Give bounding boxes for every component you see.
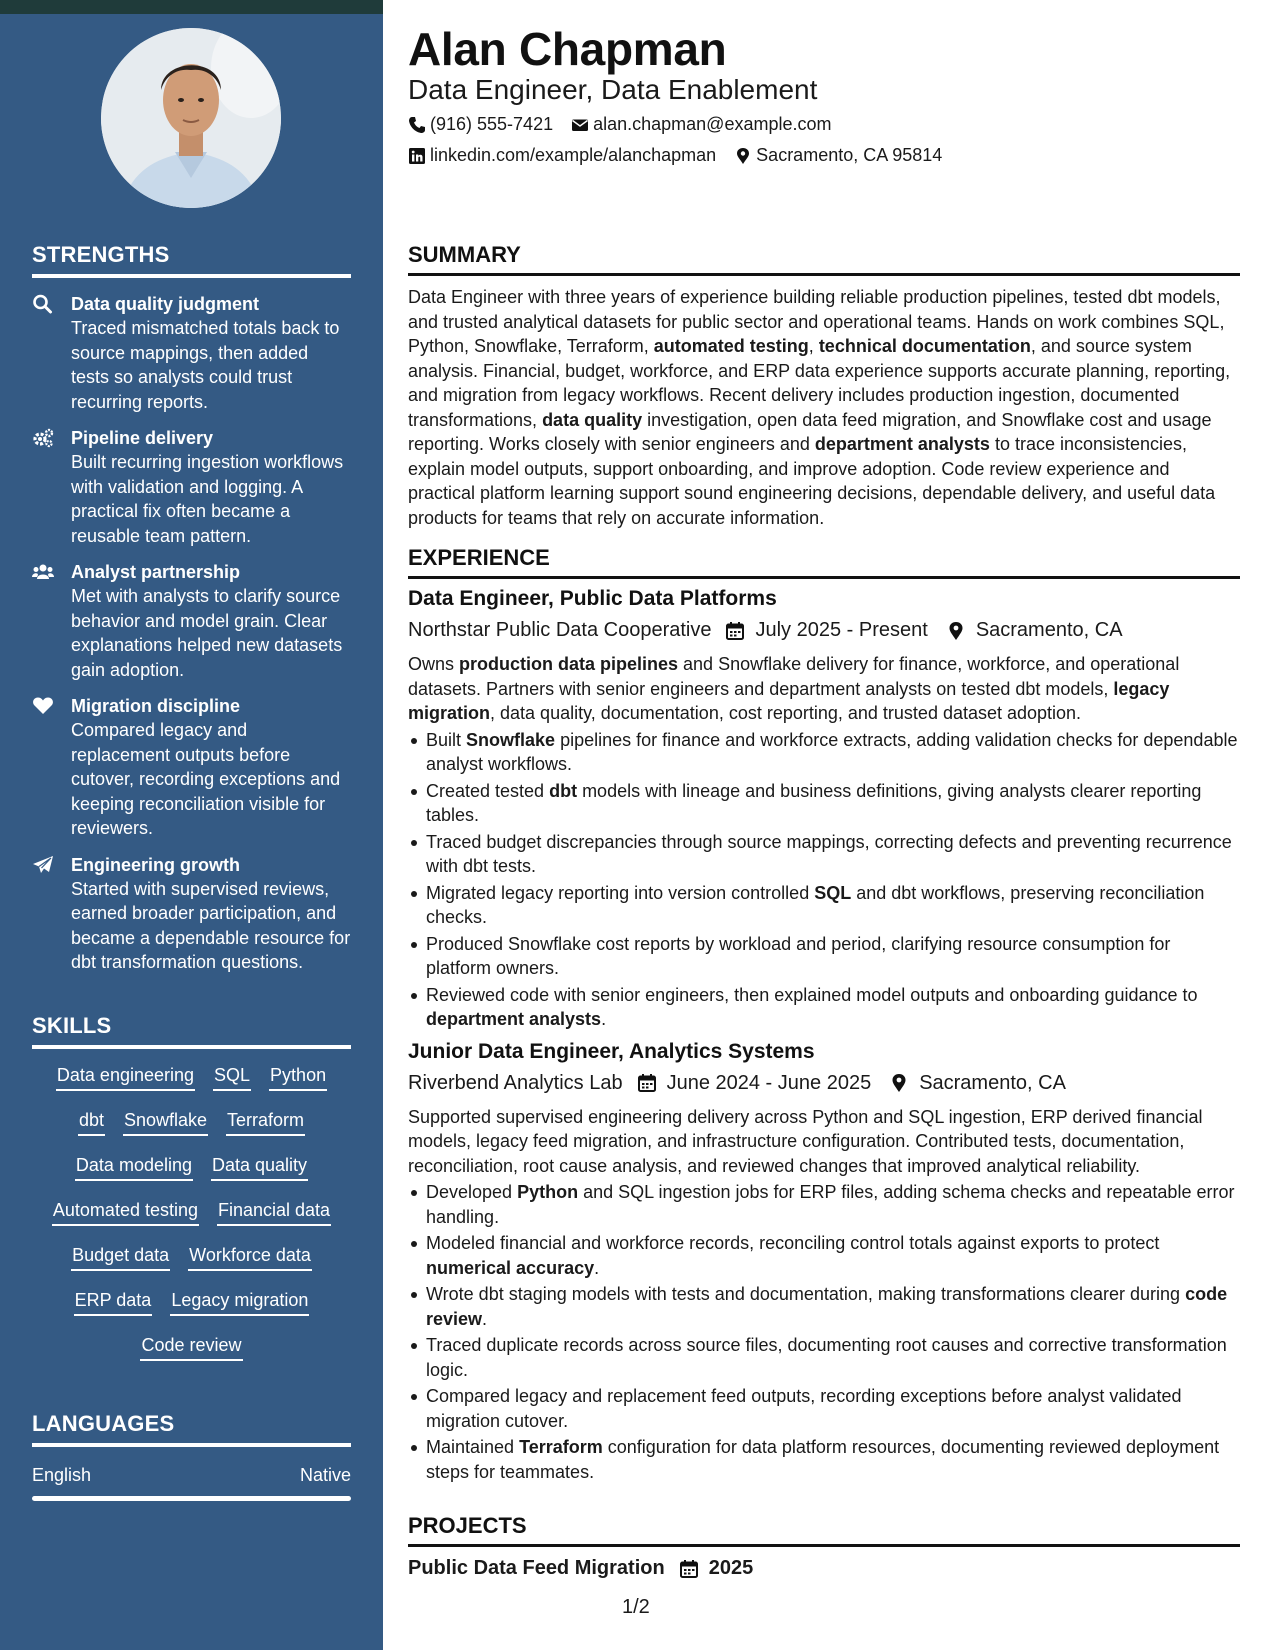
text-run: investigation, open data feed migration, and Snowflake cost and usage reporting. Works closely with senior engineers and <box>408 409 1212 454</box>
experience-heading: EXPERIENCE <box>408 545 1240 579</box>
text-run: Compared legacy and replacement feed outputs, recording exceptions before analyst validated migration cutover. <box>426 1386 1182 1431</box>
company-name: Northstar Public Data Cooperative <box>408 619 712 641</box>
strengths-section <box>32 242 351 975</box>
bullet-item <box>408 830 1240 879</box>
emphasis-text: department analysts <box>814 434 990 454</box>
candidate-name: Alan Chapman <box>408 23 727 75</box>
emphasis-text: legacy migration <box>408 678 1170 723</box>
search-icon <box>32 294 54 314</box>
sidebar <box>0 0 383 1650</box>
map-pin-icon <box>889 1073 909 1093</box>
job-dates <box>725 619 927 642</box>
phone-icon <box>408 116 426 134</box>
calendar-icon <box>637 1073 657 1093</box>
strength-title: Pipeline delivery <box>71 428 214 448</box>
text-run: and Snowflake delivery for finance, workforce, and operational datasets. Partners with senior engineers and department analysts on tested dbt models, <box>408 654 1180 699</box>
job-intro <box>408 1105 1240 1179</box>
language-proficiency-bar <box>32 1496 351 1501</box>
calendar-icon <box>725 621 745 641</box>
skill-tag: Automated testing <box>52 1198 199 1226</box>
project-item <box>408 1557 1240 1580</box>
sidebar-top-bar <box>0 0 383 14</box>
text-run: , data quality, documentation, cost reporting, and trusted dataset adoption. <box>490 703 1082 723</box>
skills-list <box>32 1063 351 1378</box>
job-location <box>889 1072 1066 1095</box>
job-dates <box>637 1072 872 1095</box>
job-meta <box>408 619 1240 642</box>
text-run: pipelines for finance and workforce extracts, adding validation checks for dependable analyst workflows. <box>426 729 1238 774</box>
text-run: Owns <box>408 654 460 674</box>
skill-tag: Code review <box>140 1333 242 1361</box>
map-pin-icon <box>946 621 966 641</box>
text-run: Built <box>426 729 467 750</box>
strength-item <box>32 560 351 682</box>
emphasis-text: technical documentation <box>818 336 1031 356</box>
page-number: 1/2 <box>622 1596 650 1618</box>
contact-row-2 <box>408 145 960 166</box>
job-location-text: Sacramento, CA <box>919 1071 1066 1094</box>
profile-photo <box>101 28 281 208</box>
job-meta <box>408 1072 1240 1095</box>
projects-section <box>408 1513 1240 1580</box>
skill-row <box>32 1288 351 1333</box>
project-year <box>679 1557 754 1580</box>
text-run: , <box>808 336 819 356</box>
heart-icon <box>32 696 54 716</box>
map-pin-icon <box>734 147 752 165</box>
skills-heading: SKILLS <box>32 1013 351 1049</box>
text-run: . <box>482 1308 488 1329</box>
job-dates-text: June 2024 - June 2025 <box>666 1071 872 1094</box>
summary-heading: SUMMARY <box>408 242 1240 276</box>
strength-text: Started with supervised reviews, earned broader participation, and became a dependable resource for dbt transformation questions. <box>71 878 351 972</box>
emphasis-text: production data pipelines <box>459 654 679 674</box>
text-run: . <box>594 1257 600 1278</box>
job-title: Data Engineer, Public Data Platforms <box>408 587 777 610</box>
envelope-icon <box>571 116 589 134</box>
skill-tag: Terraform <box>226 1108 305 1136</box>
skill-row <box>32 1108 351 1153</box>
skill-row <box>32 1243 351 1288</box>
strength-title: Data quality judgment <box>71 294 260 314</box>
skill-tag: Workforce data <box>188 1243 312 1271</box>
job-bullets <box>408 728 1240 1032</box>
strength-title: Engineering growth <box>71 854 240 875</box>
summary-section <box>408 242 1240 530</box>
skills-section <box>32 1013 351 1378</box>
text-run: Maintained <box>426 1437 520 1457</box>
gears-icon <box>32 428 54 448</box>
strength-title: Analyst partnership <box>71 562 241 582</box>
text-run: . <box>601 1009 607 1029</box>
emphasis-text: numerical accuracy <box>426 1257 595 1278</box>
text-run: Reviewed code with senior engineers, then explained model outputs and onboarding guidance to <box>426 984 1198 1005</box>
text-run: to trace inconsistencies, explain model outputs, support onboarding, and improve adoption. Code review experience and practical platform learning support sound engineering decisions, dependable delivery, and useful data products for teams that rely on accurate information. <box>408 434 1216 528</box>
skill-tag: Data engineering <box>56 1063 195 1091</box>
skill-tag: SQL <box>213 1063 251 1091</box>
text-run: Migrated legacy reporting into version controlled <box>426 882 815 903</box>
bullet-item <box>408 728 1240 777</box>
emphasis-text: Terraform <box>519 1437 603 1457</box>
job-title: Junior Data Engineer, Analytics Systems <box>408 1039 815 1063</box>
job-dates-text: July 2025 - Present <box>755 619 928 641</box>
bullet-item <box>408 983 1240 1032</box>
language-name: English <box>32 1465 92 1485</box>
emphasis-text: code review <box>426 1284 1228 1329</box>
text-run: Produced Snowflake cost reports by workload and period, clarifying resource consumption for platform owners. <box>426 933 1171 978</box>
bullet-item <box>408 1435 1240 1484</box>
company-name: Riverbend Analytics Lab <box>408 1071 623 1094</box>
bullet-item <box>408 1384 1240 1433</box>
strength-item <box>32 292 351 414</box>
paper-plane-icon <box>32 855 54 875</box>
candidate-role: Data Engineer, Data Enablement <box>408 74 818 105</box>
emphasis-text: department analysts <box>426 1009 602 1029</box>
bullet-item <box>408 881 1240 930</box>
emphasis-text: data quality <box>542 409 643 430</box>
strength-text: Traced mismatched totals back to source mappings, then added tests so analysts could trust recurring reports. <box>71 318 340 412</box>
strengths-heading: STRENGTHS <box>32 242 351 278</box>
strength-item <box>32 853 351 975</box>
location-text: Sacramento, CA 95814 <box>756 145 943 165</box>
emphasis-text: SQL <box>814 882 852 903</box>
bullet-item <box>408 1282 1240 1331</box>
skill-tag: Budget data <box>71 1243 170 1271</box>
bullet-item <box>408 1333 1240 1382</box>
strength-text: Built recurring ingestion workflows with validation and logging. A practical fix often became a reusable team pattern. <box>71 452 344 546</box>
job-intro <box>408 652 1240 726</box>
location-contact <box>734 145 942 166</box>
skill-tag: Financial data <box>217 1198 331 1226</box>
strength-item <box>32 694 351 841</box>
text-run: , and source system analysis. Financial, budget, workforce, and ERP data experience supports accurate planning, reporting, and migration from legacy workflows. Recent delivery includes production ingestion, documented transformations, <box>408 336 1231 430</box>
language-level: Native <box>299 1465 351 1485</box>
summary-text <box>408 285 1240 530</box>
project-year-text: 2025 <box>708 1557 754 1579</box>
text-run: Wrote dbt staging models with tests and documentation, making transformations clearer during <box>426 1284 1186 1304</box>
emphasis-text: Snowflake <box>466 729 556 750</box>
text-run: Supported supervised engineering delivery across Python and SQL ingestion, ERP derived financial models, legacy feed migration, and infrastructure configuration. Contributed tests, documentation, reconciliation, root cause analysis, and reviewed changes that improved analytical reliability. <box>408 1106 1203 1176</box>
skill-tag: Data quality <box>211 1153 308 1181</box>
skill-row <box>32 1333 351 1378</box>
linkedin-link[interactable]: linkedin.com/example/alanchapman <box>430 145 717 165</box>
email-contact[interactable] <box>571 114 831 135</box>
skill-tag: Snowflake <box>123 1108 208 1136</box>
languages-heading: LANGUAGES <box>32 1411 351 1447</box>
text-run: Traced budget discrepancies through source mappings, correcting defects and preventing recurrence with dbt tests. <box>426 831 1232 876</box>
skill-tag: ERP data <box>74 1288 153 1316</box>
strength-text: Compared legacy and replacement outputs before cutover, recording exceptions and keeping reconciliation visible for reviewers. <box>71 720 341 838</box>
job-entry <box>408 587 1240 1032</box>
text-run: configuration for data platform resources, documenting reviewed deployment steps for teammates. <box>426 1437 1220 1482</box>
text-run: models with lineage and business definitions, giving analysts clearer reporting tables. <box>426 780 1202 825</box>
skill-tag: dbt <box>78 1108 105 1136</box>
skill-tag: Legacy migration <box>170 1288 309 1316</box>
strength-text: Met with analysts to clarify source behavior and model grain. Clear explanations helped new datasets gain adoption. <box>71 586 343 680</box>
phone-text: (916) 555-7421 <box>430 114 554 134</box>
projects-heading: PROJECTS <box>408 1513 1240 1547</box>
bullet-item <box>408 1231 1240 1280</box>
bullet-item <box>408 1180 1240 1229</box>
linkedin-contact[interactable] <box>408 145 716 166</box>
text-run: Developed <box>426 1182 518 1202</box>
users-icon <box>32 562 54 582</box>
project-title: Public Data Feed Migration <box>408 1557 665 1579</box>
emphasis-text: dbt <box>549 780 578 801</box>
skill-tag: Data modeling <box>75 1153 193 1181</box>
phone-contact <box>408 114 553 135</box>
email-link[interactable]: alan.chapman@example.com <box>593 114 832 134</box>
skill-row <box>32 1153 351 1198</box>
skill-row <box>32 1063 351 1108</box>
skill-tag: Python <box>269 1063 327 1091</box>
skill-row <box>32 1198 351 1243</box>
calendar-icon <box>679 1559 699 1579</box>
job-bullets <box>408 1180 1240 1484</box>
text-run: Modeled financial and workforce records, reconciling control totals against exports to protect <box>426 1233 1160 1253</box>
languages-section <box>32 1411 351 1501</box>
job-entry <box>408 1040 1240 1485</box>
strength-title: Migration discipline <box>71 696 241 716</box>
text-run: and dbt workflows, preserving reconciliation checks. <box>426 882 1205 927</box>
job-location-text: Sacramento, CA <box>975 619 1123 641</box>
language-item <box>32 1465 351 1486</box>
text-run: Traced duplicate records across source files, documenting root causes and corrective transformation logic. <box>426 1335 1227 1380</box>
emphasis-text: Python <box>517 1182 579 1202</box>
job-location <box>946 619 1123 642</box>
text-run: and SQL ingestion jobs for ERP files, adding schema checks and repeatable error handling. <box>426 1182 1235 1227</box>
text-run: Created tested <box>426 780 550 801</box>
linkedin-icon <box>408 147 426 165</box>
bullet-item <box>408 932 1240 981</box>
contact-row-1 <box>408 114 850 135</box>
bullet-item <box>408 779 1240 828</box>
experience-section <box>408 545 1240 1484</box>
emphasis-text: automated testing <box>653 336 809 356</box>
strength-item <box>32 426 351 548</box>
text-run: Data Engineer with three years of experience building reliable production pipelines, tested dbt models, and trusted analytical datasets for public sector and operational teams. Hands on work combines SQL, Python, Snowflake, Terraform, <box>408 287 1225 356</box>
